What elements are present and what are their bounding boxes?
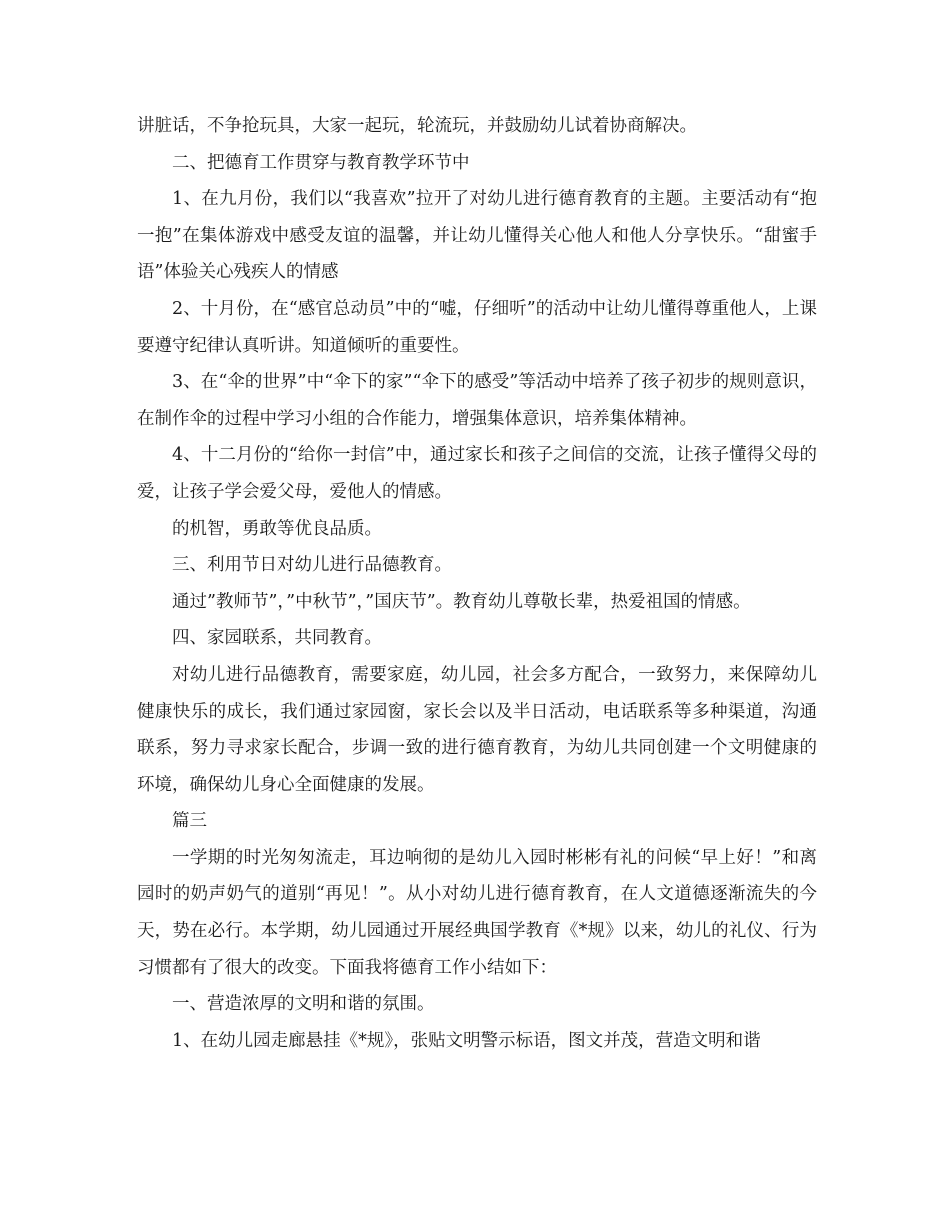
paragraph-1: 讲脏话，不争抢玩具，大家一起玩，轮流玩，并鼓励幼儿试着协商解决。 <box>137 116 697 136</box>
heading-part-three: 篇三 <box>172 811 207 832</box>
paragraph-festivals: 通过”教师节”，”中秋节”，”国庆节”。教育幼儿尊敬长辈，热爱祖国的情感。 <box>172 591 751 612</box>
heading-section-4: 四、家园联系，共同教育。 <box>172 628 382 649</box>
paragraph-qualities: 的机智，勇敢等优良品质。 <box>172 518 382 539</box>
heading-section-1: 一、营造浓厚的文明和谐的氛围。 <box>172 994 435 1015</box>
paragraph-corridor: 1、在幼儿园走廊悬挂《*规》，张贴文明警示标语，图文并茂，营造文明和谐 <box>172 1030 761 1051</box>
paragraph-umbrella: 3、在“伞的世界”中“伞下的家”“伞下的感受”等活动中培养了孩子初步的规则意识，在制作伞的过程中学习小组的合作能力，增强集体意识，培养集体精神。 <box>137 372 817 429</box>
heading-section-2: 二、把德育工作贯穿与教育教学环节中 <box>172 152 470 173</box>
heading-section-3: 三、利用节日对幼儿进行品德教育。 <box>172 555 452 576</box>
paragraph-september: 1、在九月份，我们以“我喜欢”拉开了对幼儿进行德育教育的主题。主要活动有“抱一抱”在集体游戏中感受友谊的温馨，并让幼儿懂得关心他人和他人分享快乐。“甜蜜手语”体验关心残疾人的情感 <box>137 189 817 283</box>
paragraph-october: 2、十月份，在“感官总动员”中的“嘘，仔细听”的活动中让幼儿懂得尊重他人，上课要遵守纪律认真听讲。知道倾听的重要性。 <box>137 298 817 356</box>
document-body <box>137 108 817 1059</box>
paragraph-semester-intro: 一学期的时光匆匆流走，耳边响彻的是幼儿入园时彬彬有礼的问候“早上好！”和离园时的奶声奶气的道别“再见！”。从小对幼儿进行德育教育，在人文道德逐渐流失的今天，势在必行。本学期，幼儿园通过开展经典国学教育《*规》以来，幼儿的礼仪、行为习惯都有了很大的改变。下面我将德育工作小结如下： <box>137 847 817 978</box>
paragraph-december: 4、十二月份的“给你一封信”中，通过家长和孩子之间信的交流，让孩子懂得父母的爱，让孩子学会爱父母，爱他人的情感。 <box>137 445 817 502</box>
paragraph-home-school: 对幼儿进行品德教育，需要家庭，幼儿园，社会多方配合，一致努力，来保障幼儿健康快乐的成长，我们通过家园窗，家长会以及半日活动，电话联系等多种渠道，沟通联系，努力寻求家长配合，步调一致的进行德育教育，为幼儿共同创建一个文明健康的环境，确保幼儿身心全面健康的发展。 <box>137 664 817 795</box>
